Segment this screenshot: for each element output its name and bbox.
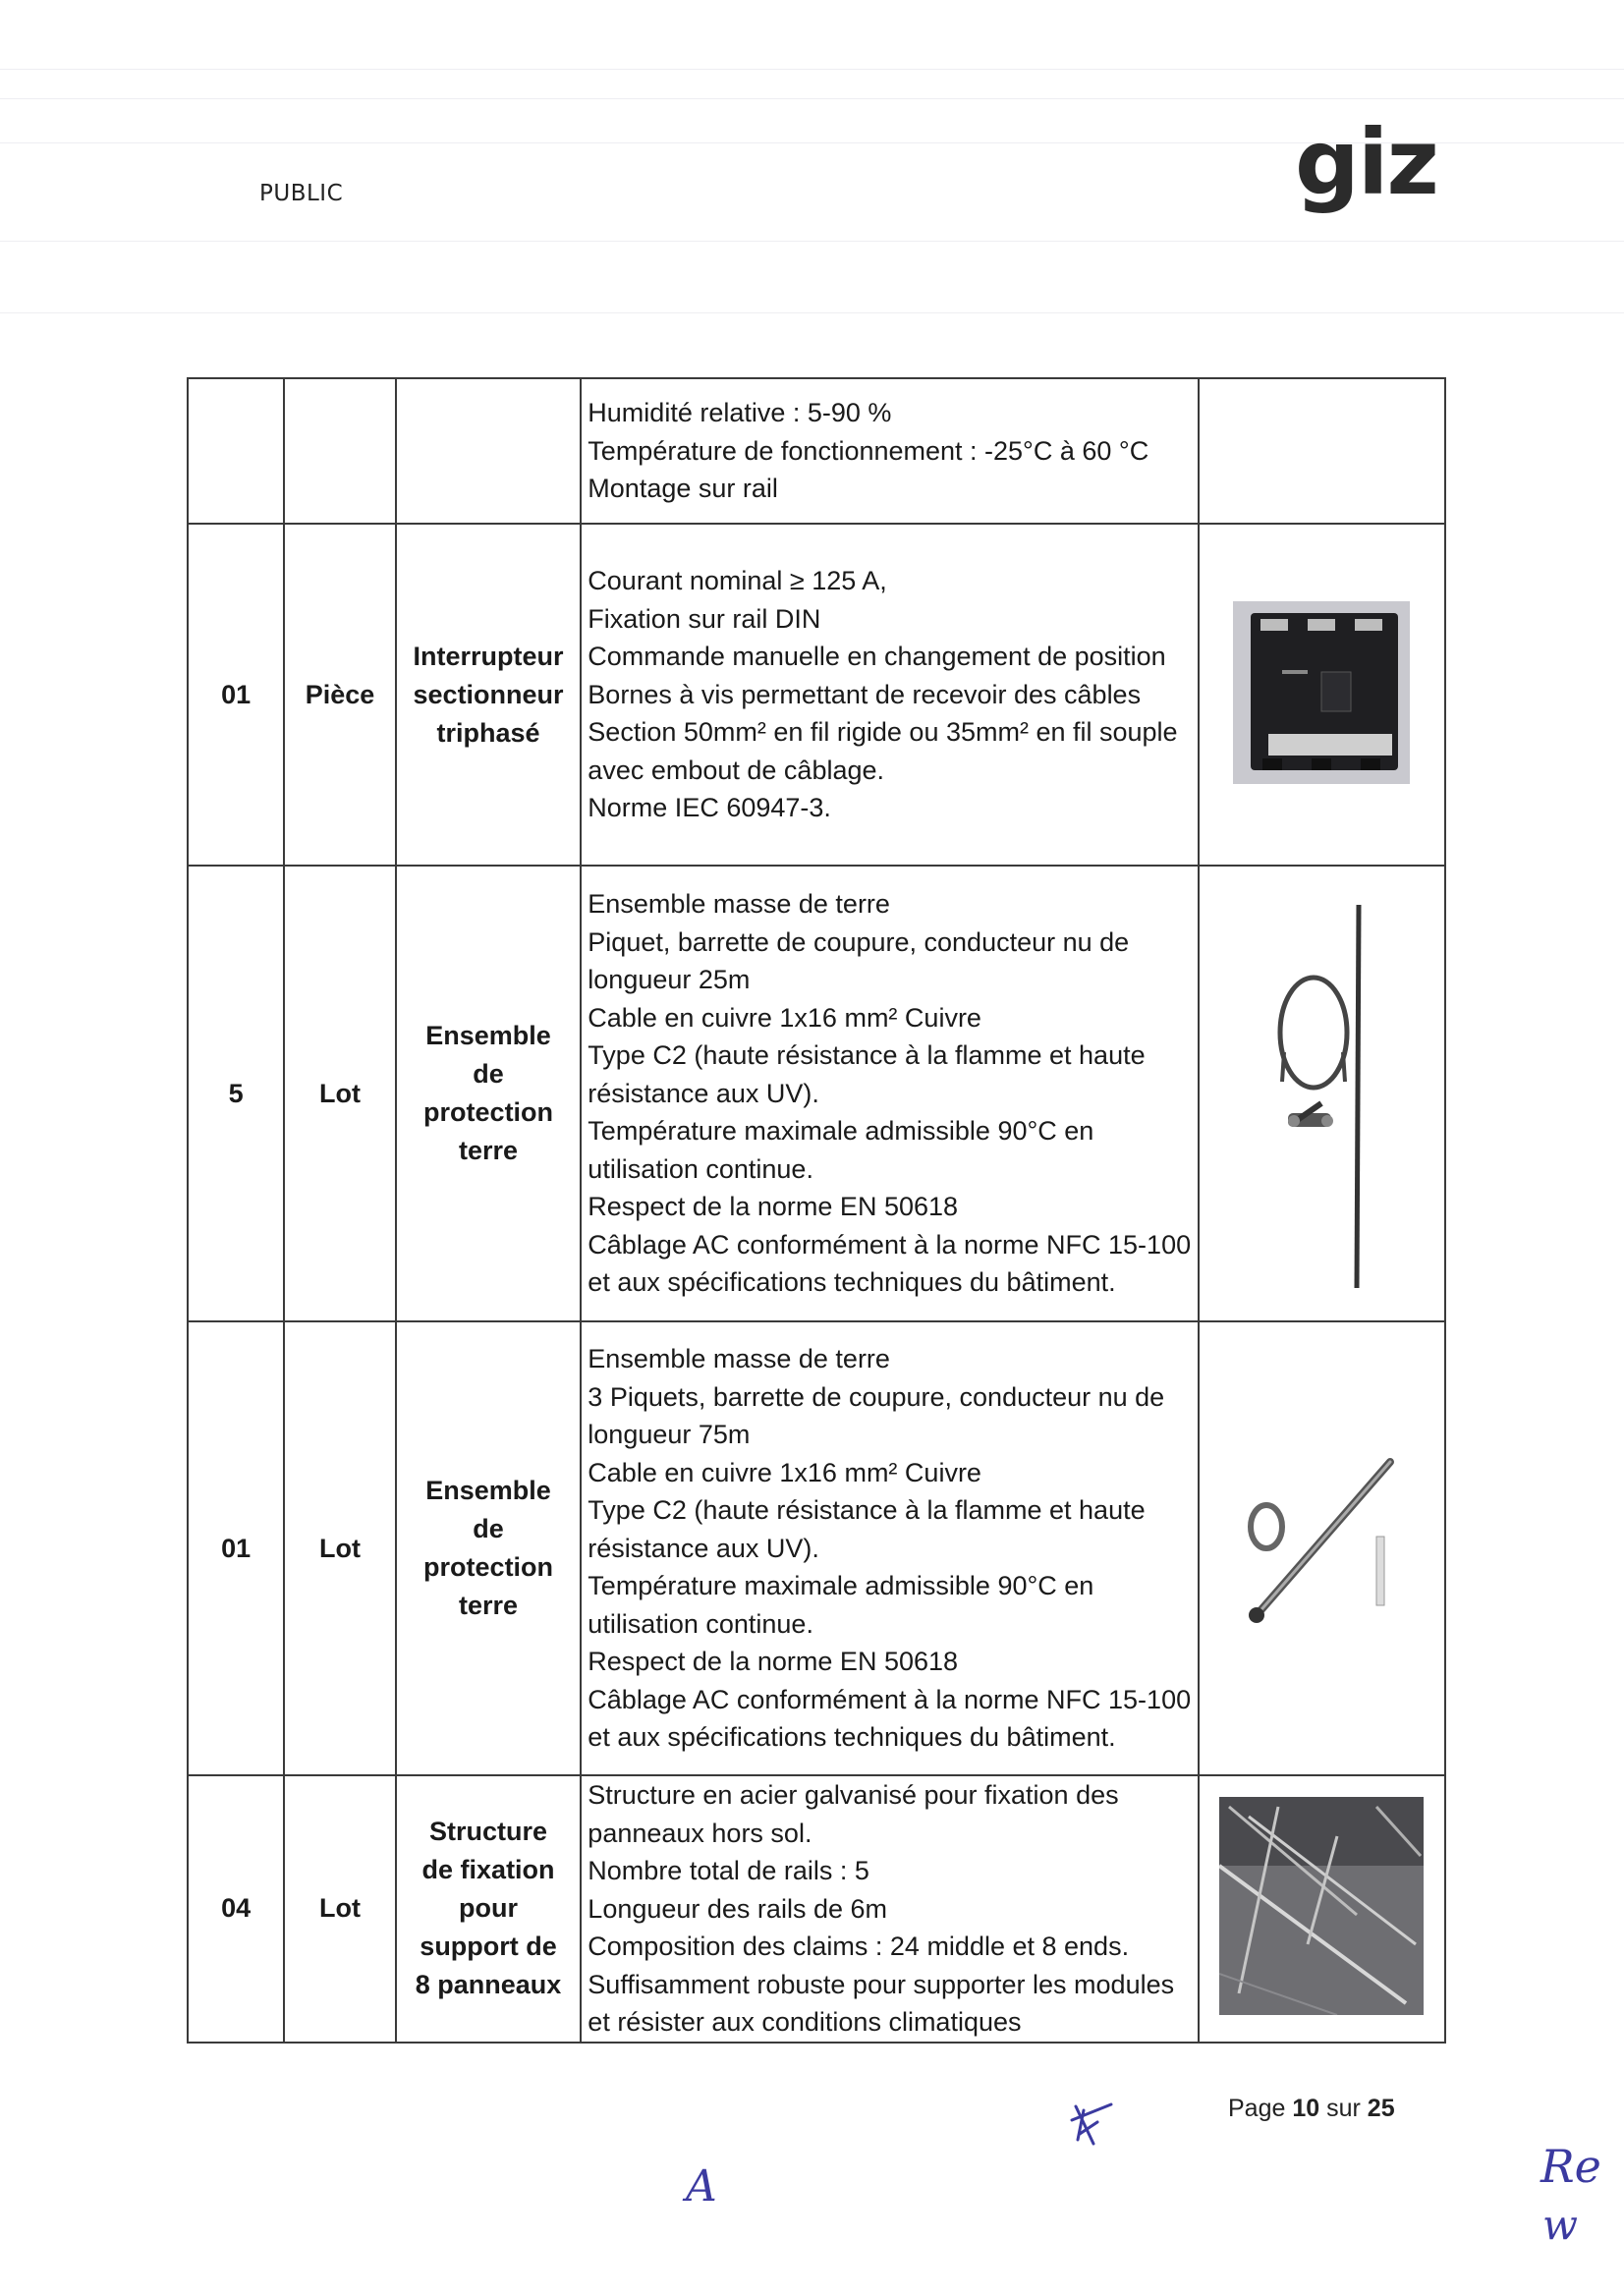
- item-name-line: de: [473, 1059, 504, 1089]
- description-line: Type C2 (haute résistance à la flamme et haute résistance aux UV).: [588, 1040, 1146, 1108]
- item-name-cell: [396, 1321, 582, 1775]
- description-line: Type C2 (haute résistance à la flamme et haute résistance aux UV).: [588, 1495, 1146, 1563]
- handwritten-initials-right-top: Re: [1540, 2140, 1601, 2193]
- item-name-cell: [396, 378, 582, 524]
- page-prefix: Page: [1228, 2095, 1286, 2122]
- item-name-line: sectionneur: [413, 679, 564, 709]
- item-name-line: Ensemble: [425, 1476, 551, 1505]
- scan-artifact-line: [0, 69, 1624, 70]
- description-line: Respect de la norme EN 50618: [588, 1647, 959, 1677]
- description-line: 3 Piquets, barrette de coupure, conducteur nu de longueur 75m: [588, 1381, 1165, 1450]
- unit-cell: Lot: [284, 1775, 396, 2043]
- description-line: Norme IEC 60947-3.: [588, 793, 831, 823]
- description-line: Cable en cuivre 1x16 mm² Cuivre: [588, 1457, 981, 1487]
- table-row: [188, 866, 1445, 1321]
- unit-cell: Lot: [284, 1321, 396, 1775]
- description-line: Cable en cuivre 1x16 mm² Cuivre: [588, 1002, 981, 1033]
- description-line: Température maximale admissible 90°C en utilisation continue.: [588, 1116, 1094, 1184]
- item-name-line: Ensemble: [425, 1021, 551, 1050]
- giz-logo: giz: [1295, 110, 1437, 215]
- description-cell: [581, 1775, 1198, 2043]
- qty-cell: 01: [188, 1321, 284, 1775]
- table-row: [188, 378, 1445, 524]
- description-line: Commande manuelle en changement de position: [588, 642, 1166, 672]
- qty-cell: [188, 378, 284, 524]
- item-name-line: terre: [459, 1136, 519, 1165]
- description-cell: [581, 866, 1198, 1321]
- item-name-line: Structure: [429, 1817, 548, 1847]
- item-name-line: de fixation: [421, 1855, 555, 1885]
- description-line: Longueur des rails de 6m: [588, 1893, 887, 1924]
- image-cell: [1199, 1321, 1445, 1775]
- item-name-line: terre: [459, 1591, 519, 1620]
- description-line: Composition des claims : 24 middle et 8 ends.: [588, 1932, 1130, 1961]
- description-line: Suffisamment robuste pour supporter les modules et résister aux conditions climatiques: [588, 1969, 1175, 2037]
- description-cell: [581, 524, 1198, 866]
- item-name-line: Interrupteur: [413, 641, 564, 671]
- description-line: Câblage AC conformément à la norme NFC 15-100 et aux spécifications techniques du bâtiment.: [588, 1684, 1192, 1753]
- handwritten-initials-right-bottom: w: [1542, 2201, 1578, 2249]
- description-line: Respect de la norme EN 50618: [588, 1192, 959, 1222]
- item-name-line: protection: [423, 1552, 554, 1582]
- description-line: Ensemble masse de terre: [588, 889, 890, 920]
- description-line: Câblage AC conformément à la norme NFC 15-100 et aux spécifications techniques du bâtiment.: [588, 1229, 1192, 1298]
- switch-disconnector-image: [1233, 601, 1410, 784]
- item-name-cell: [396, 1775, 582, 2043]
- specification-table: [187, 377, 1446, 2044]
- handwritten-initials-center: A: [686, 2161, 717, 2212]
- table-row: [188, 1775, 1445, 2043]
- page-total: 25: [1367, 2095, 1395, 2122]
- item-name-cell: [396, 866, 582, 1321]
- item-name-line: 8 panneaux: [415, 1970, 562, 2000]
- description-line: Température maximale admissible 90°C en utilisation continue.: [588, 1571, 1094, 1639]
- description-cell: [581, 1321, 1198, 1775]
- scan-artifact-line: [0, 312, 1624, 313]
- scan-artifact-line: [0, 241, 1624, 242]
- qty-cell: 01: [188, 524, 284, 866]
- description-line: Montage sur rail: [588, 474, 778, 504]
- description-line: Section 50mm² en fil rigide ou 35mm² en fil souple avec embout de câblage.: [588, 717, 1178, 785]
- description-line: Température de fonctionnement : -25°C à 60 °C: [588, 435, 1149, 466]
- description-line: Piquet, barrette de coupure, conducteur nu de longueur 25m: [588, 926, 1130, 995]
- qty-cell: 5: [188, 866, 284, 1321]
- description-line: Humidité relative : 5-90 %: [588, 398, 892, 428]
- item-name-cell: [396, 524, 582, 866]
- description-line: Ensemble masse de terre: [588, 1344, 890, 1374]
- scan-artifact-line: [0, 98, 1624, 99]
- item-name-line: triphasé: [436, 717, 540, 748]
- description-line: Nombre total de rails : 5: [588, 1856, 869, 1885]
- table-row: [188, 524, 1445, 866]
- description-line: Structure en acier galvanisé pour fixation des panneaux hors sol.: [588, 1780, 1119, 1848]
- description-line: Courant nominal ≥ 125 A,: [588, 566, 887, 596]
- description-cell: [581, 378, 1198, 524]
- earthing-kit-diagonal-image: [1233, 1458, 1410, 1635]
- page-number: [1228, 2095, 1395, 2123]
- item-name-line: protection: [423, 1097, 554, 1127]
- item-name-line: support de: [420, 1932, 557, 1962]
- mounting-structure-image: [1219, 1797, 1424, 2015]
- item-name-line: de: [473, 1514, 504, 1543]
- page-sep: sur: [1326, 2095, 1361, 2122]
- unit-cell: Pièce: [284, 524, 396, 866]
- description-line: Bornes à vis permettant de recevoir des câbles: [588, 679, 1142, 709]
- classification-label: PUBLIC: [259, 181, 344, 206]
- table-row: [188, 1321, 1445, 1775]
- description-line: Fixation sur rail DIN: [588, 603, 821, 634]
- page-current: 10: [1292, 2095, 1320, 2122]
- image-cell: [1199, 866, 1445, 1321]
- unit-cell: [284, 378, 396, 524]
- earthing-kit-image: [1243, 885, 1400, 1298]
- unit-cell: Lot: [284, 866, 396, 1321]
- handwritten-mark-star-icon: [1066, 2100, 1115, 2150]
- qty-cell: 04: [188, 1775, 284, 2043]
- item-name-line: pour: [459, 1893, 519, 1924]
- image-cell: [1199, 1775, 1445, 2043]
- image-cell: [1199, 378, 1445, 524]
- image-cell: [1199, 524, 1445, 866]
